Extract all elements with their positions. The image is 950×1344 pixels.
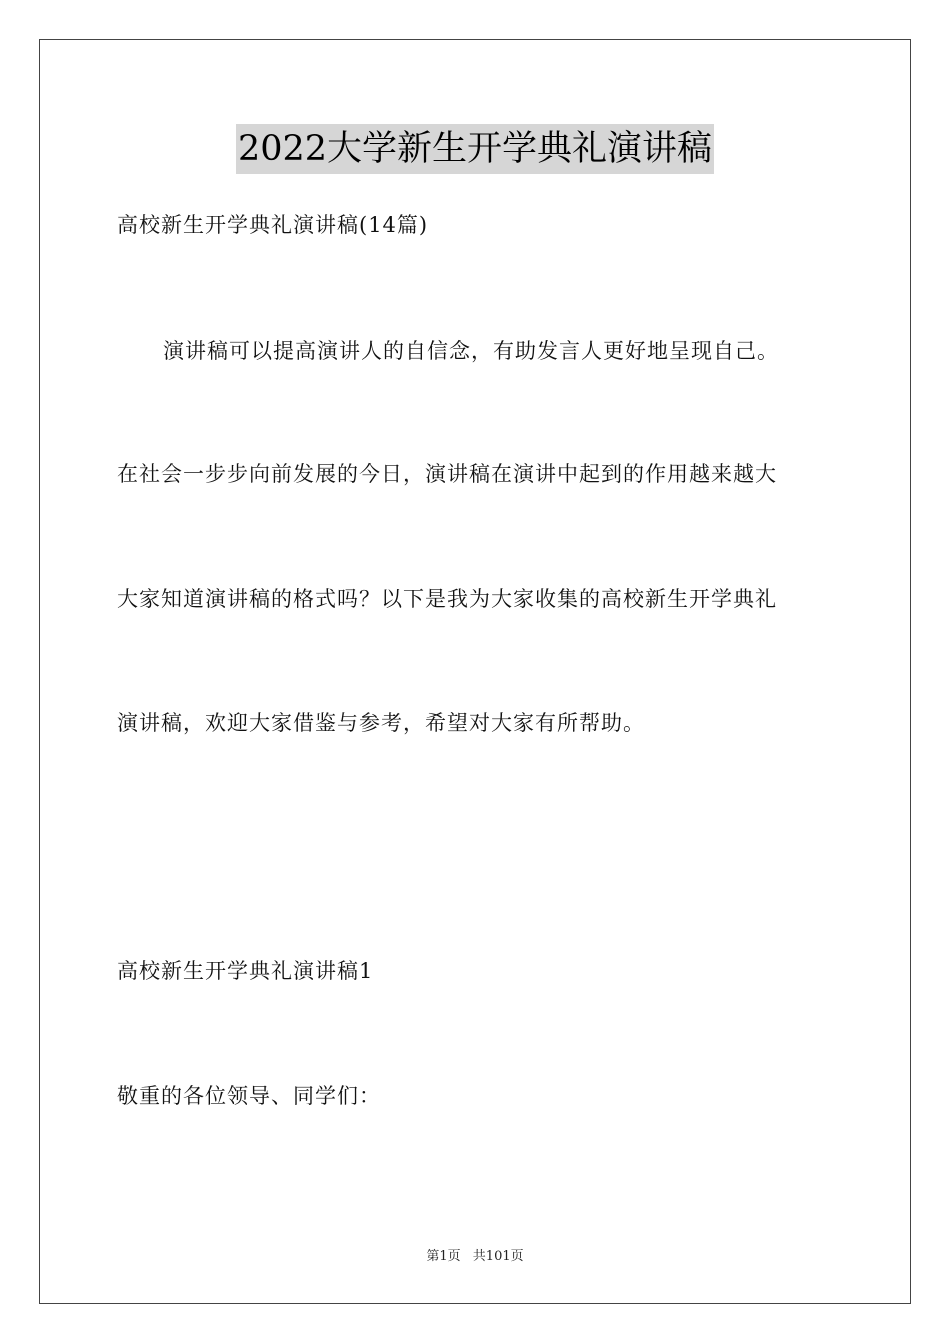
page-number-current: 第1页 — [426, 1249, 461, 1264]
page-footer — [0, 1248, 950, 1266]
paragraph-line-2: 在社会一步步向前发展的今日，演讲稿在演讲中起到的作用越来越大 — [117, 462, 777, 486]
paragraph-line-4: 演讲稿，欢迎大家借鉴与参考，希望对大家有所帮助。 — [117, 711, 645, 735]
section-heading: 高校新生开学典礼演讲稿1 — [117, 959, 374, 983]
paragraph-line-3: 大家知道演讲稿的格式吗？以下是我为大家收集的高校新生开学典礼 — [117, 587, 777, 611]
document-subtitle: 高校新生开学典礼演讲稿(14篇) — [117, 213, 429, 237]
salutation: 敬重的各位领导、同学们： — [117, 1084, 381, 1108]
page-number-total: 共101页 — [472, 1249, 524, 1264]
document-title: 2022大学新生开学典礼演讲稿 — [236, 124, 714, 174]
paragraph-line-1: 演讲稿可以提高演讲人的自信念，有助发言人更好地呈现自己。 — [163, 339, 779, 363]
title-container — [0, 124, 950, 174]
